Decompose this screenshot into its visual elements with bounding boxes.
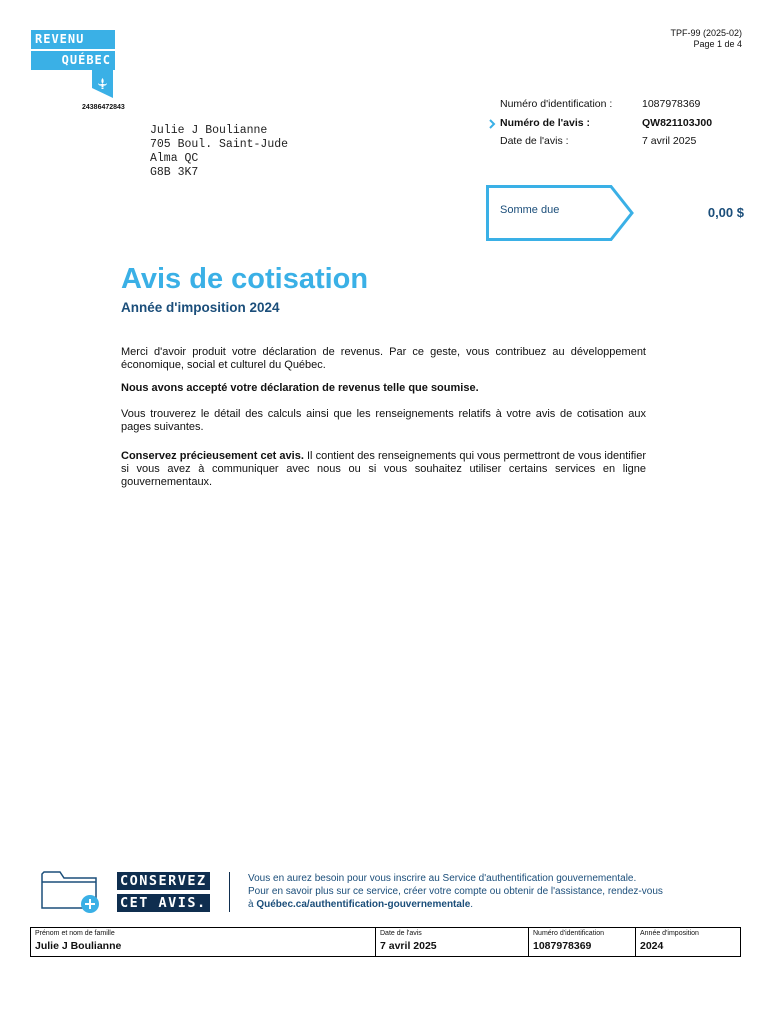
- id-number-value: 1087978369: [642, 98, 701, 110]
- table-id-label: Numéro d'identification: [533, 930, 604, 937]
- barcode-number: 24386472843: [82, 104, 125, 111]
- paragraph-accepted: Nous avons accepté votre déclaration de revenus telle que soumise.: [121, 382, 479, 394]
- form-code-text: TPF-99 (2025-02): [670, 28, 742, 38]
- keep-notice-text: Il contient des renseignements qui vous permettront de vous identifier si vous avez à communiquer avec nous ou si vous souhaitez utiliser certains services en ligne gouvernementaux.: [121, 450, 646, 488]
- recipient-city: Alma QC: [150, 152, 199, 165]
- chevron-right-icon: [488, 119, 496, 129]
- footer-line-3-suffix: .: [470, 899, 474, 910]
- table-cell-year: [636, 928, 740, 956]
- keep-notice-badge-line-1: CONSERVEZ: [117, 872, 210, 890]
- table-name-value: Julie J Boulianne: [35, 940, 122, 952]
- recipient-address: [150, 124, 288, 180]
- amount-due-label: Somme due: [500, 204, 560, 216]
- table-year-label: Année d'imposition: [640, 930, 699, 937]
- notice-number-label: Numéro de l'avis :: [500, 117, 591, 129]
- notice-date-value: 7 avril 2025: [642, 135, 697, 147]
- page-subtitle: Année d'imposition 2024: [121, 300, 280, 315]
- identification-table: [30, 927, 741, 957]
- form-code: [670, 28, 742, 50]
- fleur-de-lis-icon: [92, 70, 113, 98]
- table-date-value: 7 avril 2025: [380, 940, 437, 952]
- table-date-label: Date de l'avis: [380, 930, 422, 937]
- page-number: Page 1 de 4: [693, 39, 742, 49]
- id-number-label: Numéro d'identification :: [500, 98, 613, 110]
- footer-line-2: Pour en savoir plus sur ce service, créer votre compte ou obtenir de l'assistance, rendez-vous: [248, 886, 663, 897]
- footer-line-3-prefix: à: [248, 899, 257, 910]
- table-year-value: 2024: [640, 940, 664, 952]
- table-id-value: 1087978369: [533, 940, 592, 952]
- table-name-label: Prénom et nom de famille: [35, 930, 115, 937]
- notice-date-label: Date de l'avis :: [500, 135, 569, 147]
- page-title: Avis de cotisation: [121, 263, 369, 295]
- recipient-postal: G8B 3K7: [150, 166, 199, 179]
- notice-number-value: QW821103J00: [642, 117, 713, 129]
- keep-notice-badge-line-2: CET AVIS.: [117, 894, 210, 912]
- footer-message: [248, 872, 663, 911]
- footer-divider: [229, 872, 230, 912]
- logo-line-1: REVENU: [31, 30, 115, 49]
- revenu-quebec-logo: [31, 30, 115, 102]
- table-cell-date: [376, 928, 529, 956]
- recipient-street: 705 Boul. Saint-Jude: [150, 138, 289, 151]
- table-cell-name: [31, 928, 376, 956]
- keep-notice-emphasis: Conservez précieusement cet avis.: [121, 450, 304, 462]
- table-cell-id: [529, 928, 636, 956]
- logo-line-2: QUÉBEC: [31, 51, 115, 70]
- amount-due-value: 0,00 $: [707, 205, 744, 220]
- authentication-link[interactable]: Québec.ca/authentification-gouvernementale: [256, 899, 471, 910]
- folder-add-icon: [40, 868, 102, 914]
- footer-line-1: Vous en aurez besoin pour vous inscrire au Service d'authentification gouvernementale.: [248, 873, 637, 884]
- recipient-name: Julie J Boulianne: [150, 124, 268, 137]
- paragraph-thanks: Merci d'avoir produit votre déclaration de revenus. Par ce geste, vous contribuez au développement économique, social et culturel du Québec.: [121, 346, 646, 371]
- paragraph-keep-notice: [121, 450, 646, 489]
- paragraph-details: Vous trouverez le détail des calculs ainsi que les renseignements relatifs à votre avis de cotisation aux pages suivantes.: [121, 408, 646, 433]
- footer-line-3: [248, 898, 663, 911]
